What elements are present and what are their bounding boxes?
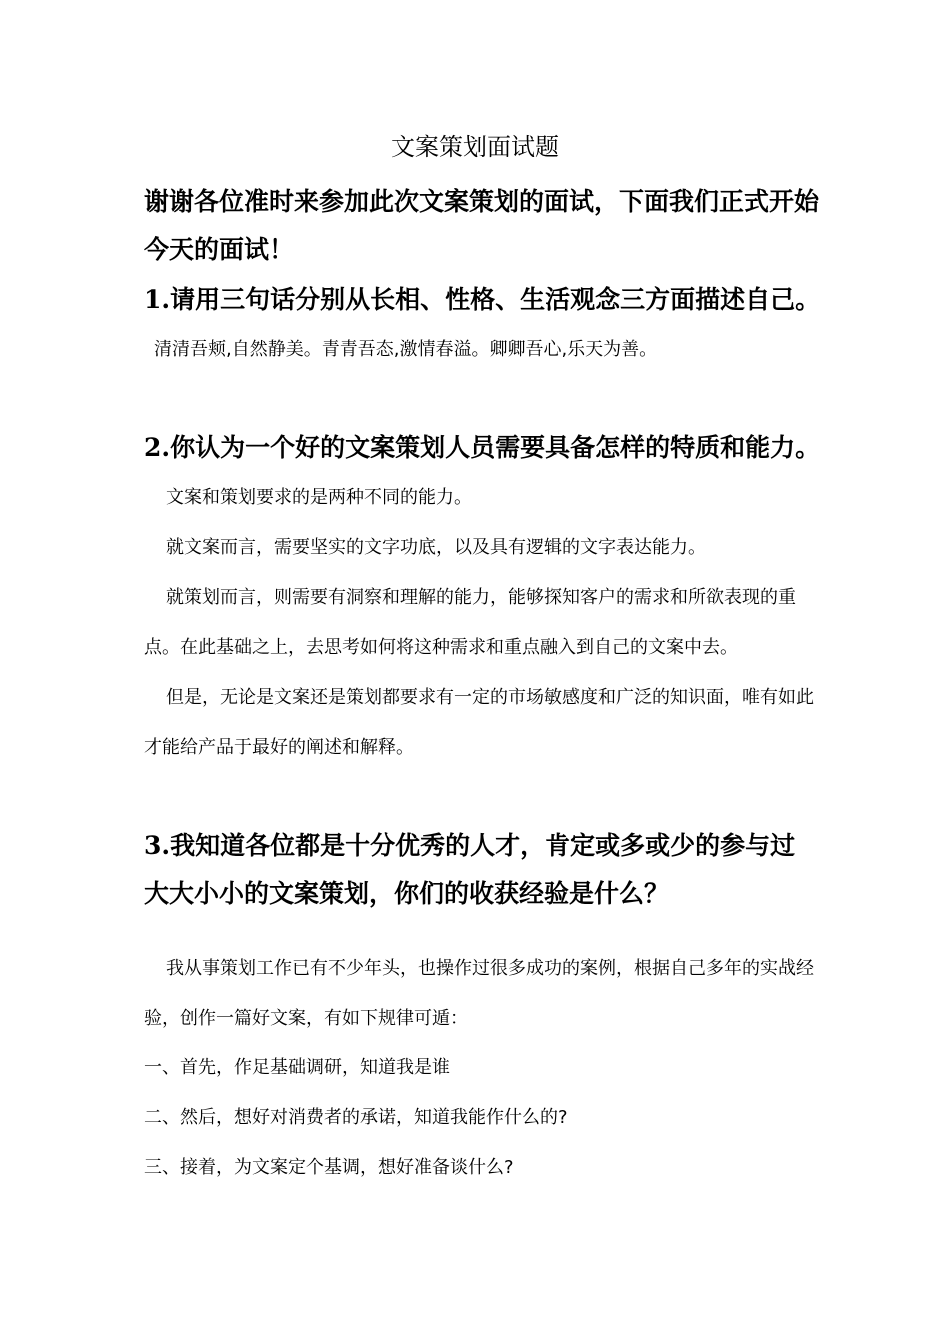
answer-2-paragraph-2: 就文案而言，需要坚实的文字功底，以及具有逻辑的文字表达能力。 — [166, 537, 706, 558]
answer-3-paragraph: 我从事策划工作已有不少年头，也操作过很多成功的案例，根据自己多年的实战经验，创作一篇好文案，有如下规律可遁： — [144, 958, 814, 1029]
answer-3-step-1: 一、首先，作足基础调研，知道我是谁 — [144, 1057, 450, 1078]
answer-2-paragraph-4: 但是，无论是文案还是策划都要求有一定的市场敏感度和广泛的知识面，唯有如此才能给产品于最好的阐述和解释。 — [144, 687, 814, 758]
question-1: 1.请用三句话分别从长相、性格、生活观念三方面描述自己。 — [144, 285, 821, 314]
answer-1: 清清吾颊,自然静美。青青吾态,激情春溢。卿卿吾心,乐天为善。 — [154, 339, 658, 360]
answer-2-paragraph-3: 就策划而言，则需要有洞察和理解的能力，能够探知客户的需求和所欲表现的重点。在此基础之上，去思考如何将这种需求和重点融入到自己的文案中去。 — [144, 587, 796, 658]
intro-paragraph: 谢谢各位准时来参加此次文案策划的面试，下面我们正式开始今天的面试！ — [144, 187, 820, 264]
answer-2-paragraph-1: 文案和策划要求的是两种不同的能力。 — [166, 487, 472, 508]
answer-3-step-2: 二、然后，想好对消费者的承诺，知道我能作什么的? — [144, 1107, 568, 1128]
question-2: 2.你认为一个好的文案策划人员需要具备怎样的特质和能力。 — [144, 433, 821, 462]
question-3: 3.我知道各位都是十分优秀的人才，肯定或多或少的参与过大大小小的文案策划，你们的收获经验是什么？ — [144, 831, 796, 908]
answer-3-step-3: 三、接着，为文案定个基调，想好准备谈什么? — [144, 1157, 514, 1178]
document-title: 文案策划面试题 — [391, 133, 559, 161]
